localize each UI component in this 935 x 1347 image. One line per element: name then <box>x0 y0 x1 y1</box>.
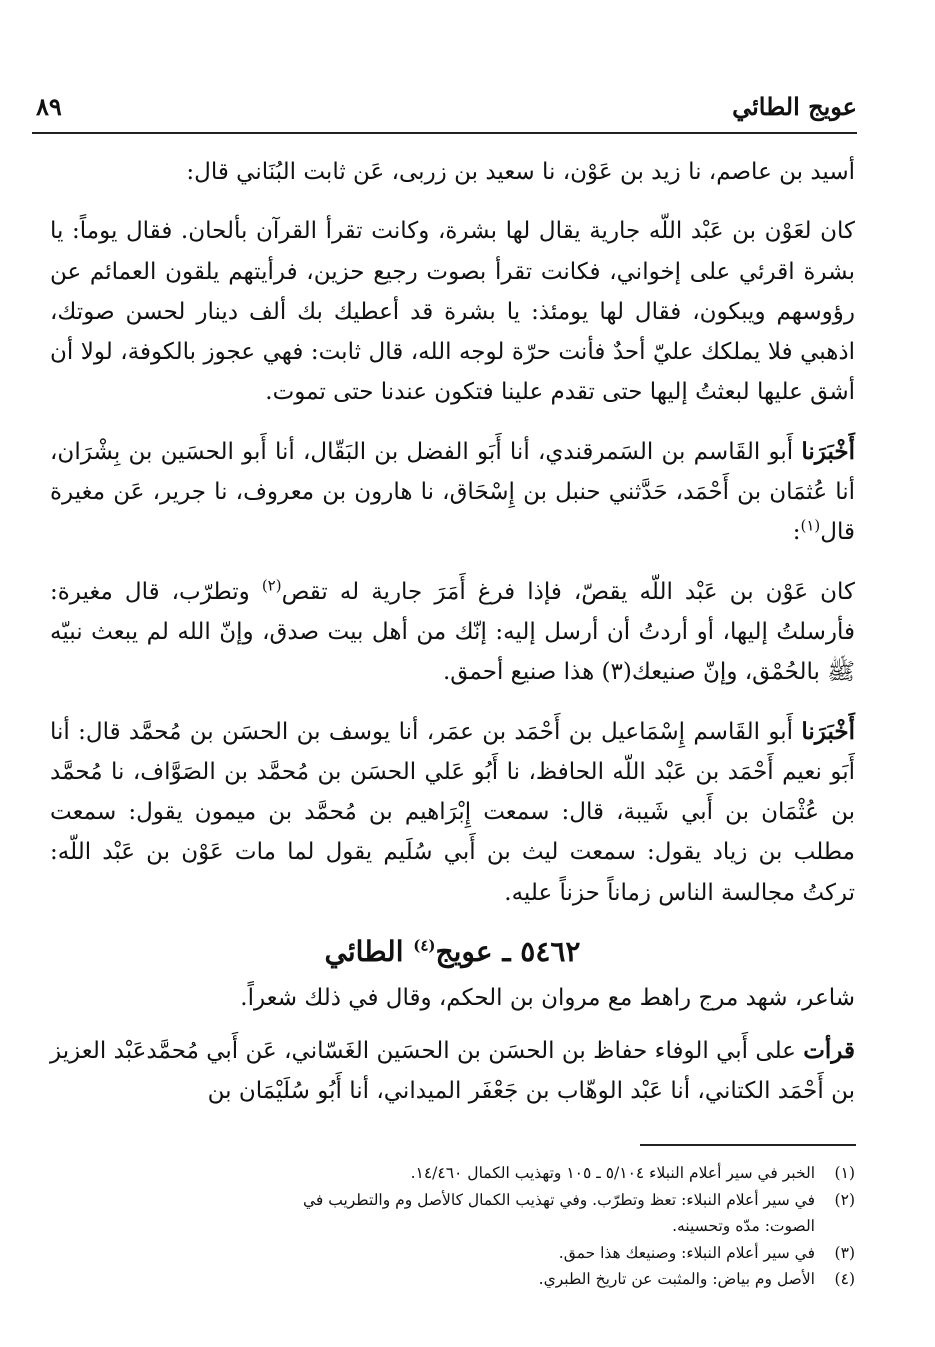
footnote-text: في سير أعلام النبلاء: تعظ وتطرّب. وفي تهذيب الكمال كالأصل وم والتطريب في الصوت: مدّه وتحسينه. <box>302 1190 815 1235</box>
footnote-ref: (٤) <box>413 936 436 955</box>
paragraph-text: كان لعَوْن بن عَبْد اللّه جارية يقال لها بشرة، وكانت تقرأ القرآن بألحان. فقال يوماً: يا بشرة اقرئي على إخواني، فكانت تقرأ بصوت رجيع حزين، فرأيتهم يلقون العمائم عن رؤوسهم ويبكون، فقال لها يومئذ: يا بشرة قد أعطيك بك ألف دينار لحسن صوتك، اذهبي فلا يملكك عليّ أحدٌ فأنت حرّة لوجه الله، قال ثابت: فهي عجوز بالكوفة، لولا أن أشق عليها لبعثتُ إليها حتى تقدم علينا فتكون عندنا حتى تموت. <box>50 218 855 406</box>
footnote-number: (٤) <box>834 1270 855 1288</box>
paragraph-text: أَبو القَاسم بن السَمرقندي، أنا أَبَو الفضل بن البَقّال، أنا أَبو الحسَين بن بِشْرَان، أنا عُثمَان بن أَحْمَد، حَدَّثني حنبل بن إِسْحَاق، نا هارون بن معروف، نا جرير، عَن مغيرة قال <box>50 438 855 546</box>
running-title: عويج الطائي <box>732 92 857 121</box>
footnote-text: الأصل وم بياض: والمثبت عن تاريخ الطبري. <box>538 1270 815 1288</box>
isnad-lead: قرأت <box>803 1036 855 1064</box>
footnote-separator <box>640 1144 856 1146</box>
biography-intro <box>50 978 855 1018</box>
footnote-ref: (٢) <box>261 576 282 595</box>
page-number: ٨٩ <box>36 92 62 121</box>
footnote-3 <box>300 1240 855 1267</box>
isnad-lead: أَخْبَرَنا <box>801 717 855 745</box>
paragraph-tail: : <box>792 519 801 546</box>
footnote-number: (٢) <box>834 1190 855 1209</box>
main-text <box>50 152 855 1130</box>
biography-heading-number: ٥٤٦٢ ـ عويج <box>435 935 581 969</box>
paragraph-tail: وتطرّب، قال مغيرة: فأرسلتُ إليها، أو أردتُ أن أرسل إليه: إنّك من أهل بيت صدق، وإنّ الله لم يبعث نبيّه ﷺ بالحُمْق، وإنّ صنيعك(٣) هذا صنيع أحمق. <box>50 578 855 686</box>
footnotes <box>300 1160 855 1293</box>
footnote-number: (١) <box>834 1164 855 1182</box>
paragraph-5 <box>50 712 855 913</box>
footnote-number: (٣) <box>834 1243 855 1262</box>
footnote-4 <box>300 1266 855 1293</box>
page-header <box>32 86 857 134</box>
paragraph-text: على أَبي الوفاء حفاظ بن الحسَن بن الحسَين الغَسّاني، عَن أَبي مُحمَّدعَبْد العزيز بن أَحْمَد الكتاني، أنا عَبْد الوهّاب بن جَعْفَر الميداني، أنا أَبُو سُلَيْمَان بن <box>50 1037 855 1104</box>
biography-heading <box>50 932 855 972</box>
footnote-text: الخبر في سير أعلام النبلاء ٥/١٠٤ ـ ١٠٥ وتهذيب الكمال ١٤/٤٦٠. <box>410 1164 815 1182</box>
paragraph-3 <box>50 432 855 553</box>
footnote-text: في سير أعلام النبلاء: وصنيعك هذا حمق. <box>558 1243 815 1262</box>
isnad-lead: أَخْبَرَنا <box>801 437 855 465</box>
biography-reading <box>50 1031 855 1112</box>
footnote-1 <box>300 1160 855 1187</box>
paragraph-text: شاعر، شهد مرج راهط مع مروان بن الحكم، وقال في ذلك شعراً. <box>240 985 855 1012</box>
paragraph-1 <box>50 152 855 192</box>
paragraph-2 <box>50 211 855 412</box>
footnote-2 <box>300 1187 855 1240</box>
footnote-ref: (١) <box>800 516 821 535</box>
paragraph-text: أَبو القَاسم إِسْمَاعيل بن أَحْمَد بن عمَر، أنا يوسف بن الحسَن بن مُحمَّد قال: أنا أَبَو نعيم أَحْمَد بن عَبْد اللّه الحافظ، نا أَبُو عَلي الحسَن بن مُحمَّد بن الصَوَّاف، نا مُحمَّد بن عُثْمَان بن أَبي شَيبة، قال: سمعت إِبْرَاهيم بن مُحمَّد بن ميمون يقول: سمعت مطلب بن زياد يقول: سمعت ليث بن أَبي سُلَيم يقول لما مات عَوْن بن عَبْد اللّه: تركتُ مجالسة الناس زماناً حزناً عليه. <box>50 718 855 906</box>
paragraph-4 <box>50 572 855 693</box>
paragraph-text: كان عَوْن بن عَبْد اللّه يقصّ، فإذا فرغ أَمَرَ جارية له تقص <box>281 578 856 605</box>
paragraph-text: أسيد بن عاصم، نا زيد بن عَوْن، نا سعيد بن زربى، عَن ثابت البُنَاني قال: <box>186 159 855 185</box>
biography-heading-name: الطائي <box>324 935 414 969</box>
